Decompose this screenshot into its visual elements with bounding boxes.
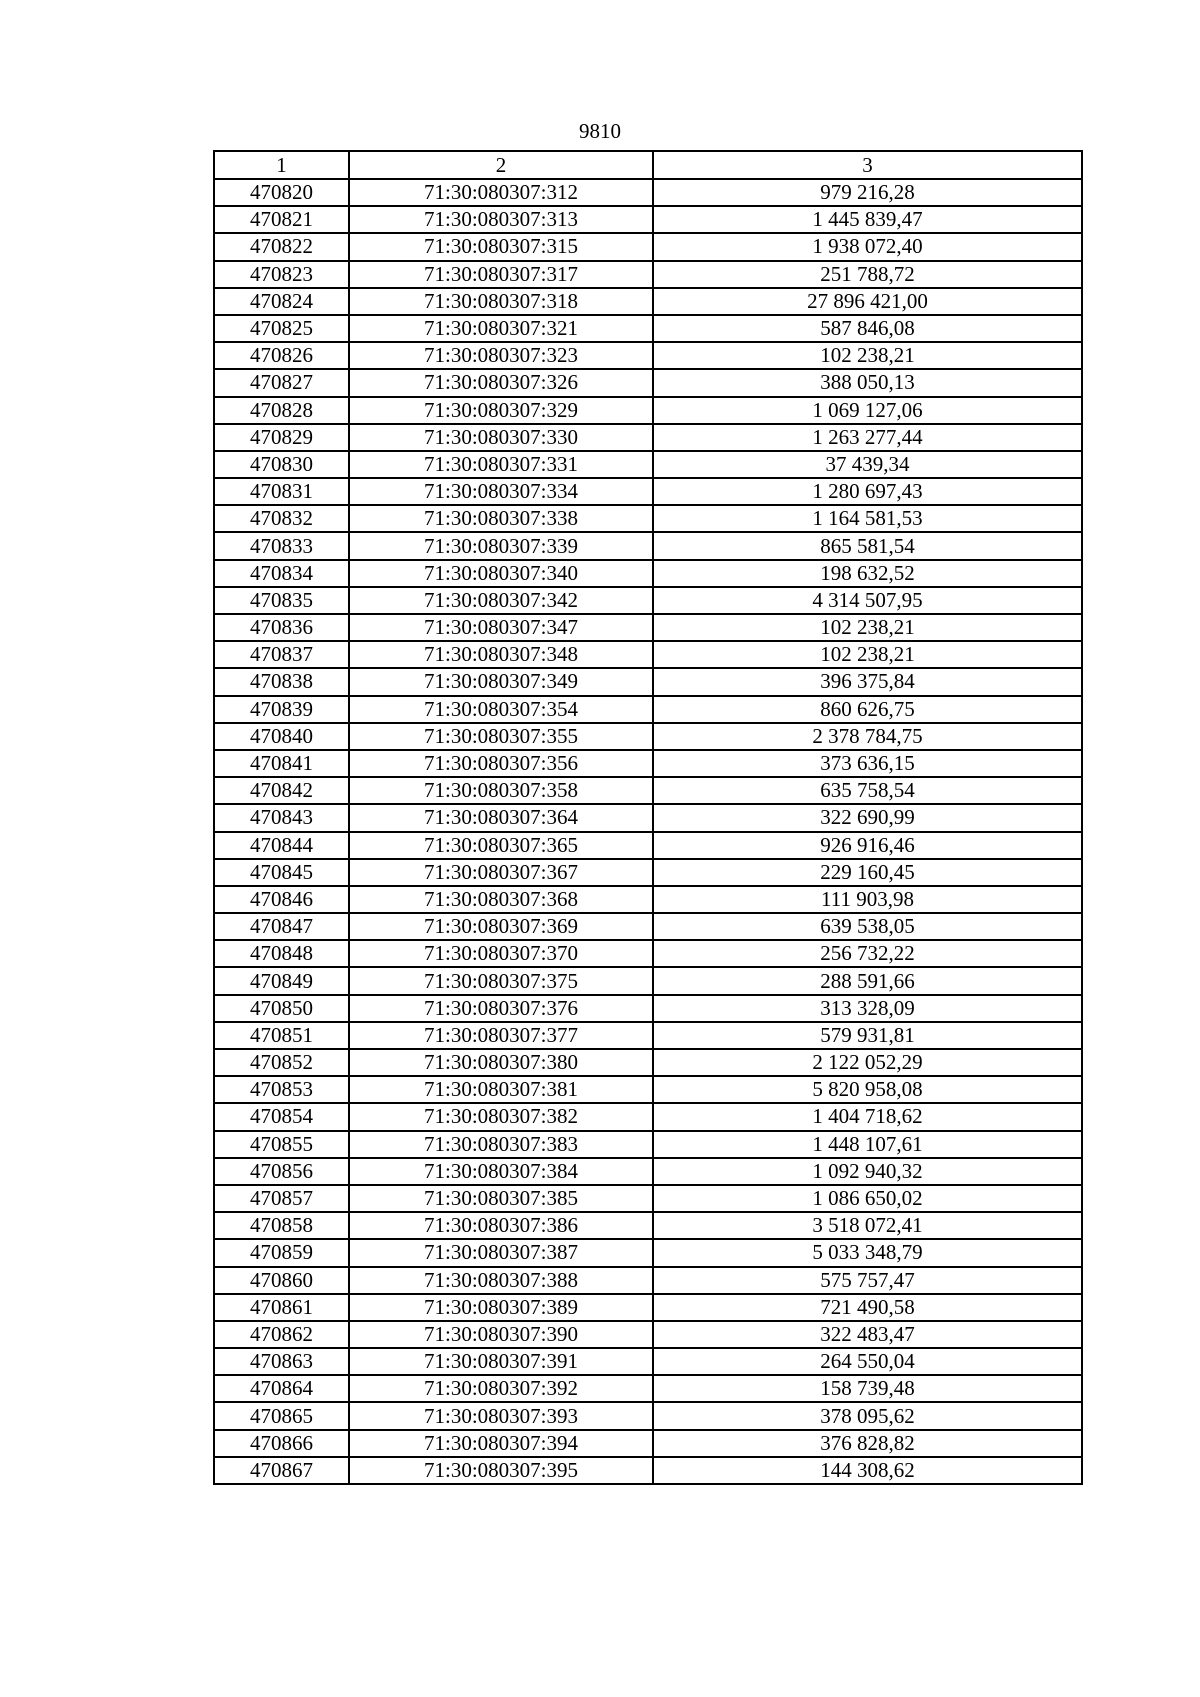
table-row xyxy=(214,668,1082,695)
row-number-cell: 470852 xyxy=(214,1049,349,1076)
table-row xyxy=(214,913,1082,940)
table-row xyxy=(214,1321,1082,1348)
cadastral-number-cell: 71:30:080307:369 xyxy=(349,913,653,940)
cadastral-number-cell: 71:30:080307:326 xyxy=(349,369,653,396)
cadastral-value-cell: 979 216,28 xyxy=(653,179,1082,206)
cadastral-value-cell: 37 439,34 xyxy=(653,451,1082,478)
table-row xyxy=(214,940,1082,967)
cadastral-value-cell: 1 280 697,43 xyxy=(653,478,1082,505)
table-row xyxy=(214,1158,1082,1185)
cadastral-number-cell: 71:30:080307:384 xyxy=(349,1158,653,1185)
cadastral-number-cell: 71:30:080307:331 xyxy=(349,451,653,478)
cadastral-number-cell: 71:30:080307:382 xyxy=(349,1103,653,1130)
table-row xyxy=(214,505,1082,532)
row-number-cell: 470825 xyxy=(214,315,349,342)
cadastral-number-cell: 71:30:080307:318 xyxy=(349,288,653,315)
row-number-cell: 470846 xyxy=(214,886,349,913)
table-row xyxy=(214,397,1082,424)
table-row xyxy=(214,967,1082,994)
cadastral-value-cell: 865 581,54 xyxy=(653,532,1082,559)
cadastral-number-cell: 71:30:080307:364 xyxy=(349,804,653,831)
cadastral-value-cell: 721 490,58 xyxy=(653,1294,1082,1321)
cadastral-value-cell: 102 238,21 xyxy=(653,614,1082,641)
cadastral-value-cell: 111 903,98 xyxy=(653,886,1082,913)
table-row xyxy=(214,696,1082,723)
cadastral-number-cell: 71:30:080307:347 xyxy=(349,614,653,641)
cadastral-value-cell: 378 095,62 xyxy=(653,1402,1082,1429)
table-row xyxy=(214,179,1082,206)
cadastral-value-cell: 4 314 507,95 xyxy=(653,587,1082,614)
cadastral-value-cell: 579 931,81 xyxy=(653,1022,1082,1049)
row-number-cell: 470837 xyxy=(214,641,349,668)
row-number-cell: 470831 xyxy=(214,478,349,505)
row-number-cell: 470820 xyxy=(214,179,349,206)
cadastral-number-cell: 71:30:080307:315 xyxy=(349,233,653,260)
table-row xyxy=(214,614,1082,641)
cadastral-number-cell: 71:30:080307:375 xyxy=(349,967,653,994)
cadastral-value-cell: 2 378 784,75 xyxy=(653,723,1082,750)
cadastral-number-cell: 71:30:080307:329 xyxy=(349,397,653,424)
cadastral-value-cell: 1 938 072,40 xyxy=(653,233,1082,260)
cadastral-number-cell: 71:30:080307:313 xyxy=(349,206,653,233)
row-number-cell: 470821 xyxy=(214,206,349,233)
column-header-2: 2 xyxy=(349,151,653,179)
row-number-cell: 470863 xyxy=(214,1348,349,1375)
row-number-cell: 470833 xyxy=(214,532,349,559)
cadastral-number-cell: 71:30:080307:386 xyxy=(349,1212,653,1239)
table-row xyxy=(214,995,1082,1022)
row-number-cell: 470865 xyxy=(214,1402,349,1429)
cadastral-value-cell: 1 086 650,02 xyxy=(653,1185,1082,1212)
cadastral-number-cell: 71:30:080307:339 xyxy=(349,532,653,559)
cadastral-value-cell: 2 122 052,29 xyxy=(653,1049,1082,1076)
row-number-cell: 470867 xyxy=(214,1457,349,1484)
table-row xyxy=(214,1375,1082,1402)
cadastral-value-cell: 144 308,62 xyxy=(653,1457,1082,1484)
cadastral-value-cell: 5 820 958,08 xyxy=(653,1076,1082,1103)
cadastral-value-cell: 635 758,54 xyxy=(653,777,1082,804)
table-row xyxy=(214,233,1082,260)
cadastral-number-cell: 71:30:080307:385 xyxy=(349,1185,653,1212)
table-row xyxy=(214,424,1082,451)
table-row xyxy=(214,804,1082,831)
table-row xyxy=(214,1049,1082,1076)
table-row xyxy=(214,1022,1082,1049)
table-row xyxy=(214,1185,1082,1212)
cadastral-number-cell: 71:30:080307:334 xyxy=(349,478,653,505)
cadastral-number-cell: 71:30:080307:392 xyxy=(349,1375,653,1402)
table-row xyxy=(214,1430,1082,1457)
row-number-cell: 470829 xyxy=(214,424,349,451)
cadastral-value-cell: 27 896 421,00 xyxy=(653,288,1082,315)
row-number-cell: 470824 xyxy=(214,288,349,315)
table-row xyxy=(214,723,1082,750)
cadastral-number-cell: 71:30:080307:383 xyxy=(349,1131,653,1158)
cadastral-value-cell: 1 448 107,61 xyxy=(653,1131,1082,1158)
cadastral-number-cell: 71:30:080307:388 xyxy=(349,1267,653,1294)
cadastral-value-cell: 575 757,47 xyxy=(653,1267,1082,1294)
cadastral-number-cell: 71:30:080307:391 xyxy=(349,1348,653,1375)
cadastral-number-cell: 71:30:080307:342 xyxy=(349,587,653,614)
cadastral-number-cell: 71:30:080307:367 xyxy=(349,859,653,886)
cadastral-number-cell: 71:30:080307:358 xyxy=(349,777,653,804)
row-number-cell: 470828 xyxy=(214,397,349,424)
cadastral-value-cell: 102 238,21 xyxy=(653,641,1082,668)
cadastral-number-cell: 71:30:080307:356 xyxy=(349,750,653,777)
cadastral-value-cell: 102 238,21 xyxy=(653,342,1082,369)
header-row xyxy=(214,151,1082,179)
table-row xyxy=(214,1131,1082,1158)
table-row xyxy=(214,451,1082,478)
row-number-cell: 470858 xyxy=(214,1212,349,1239)
row-number-cell: 470826 xyxy=(214,342,349,369)
table-body xyxy=(214,179,1082,1484)
table-row xyxy=(214,560,1082,587)
row-number-cell: 470856 xyxy=(214,1158,349,1185)
cadastral-value-cell: 1 092 940,32 xyxy=(653,1158,1082,1185)
cadastral-value-table xyxy=(213,150,1083,1485)
cadastral-number-cell: 71:30:080307:317 xyxy=(349,261,653,288)
row-number-cell: 470840 xyxy=(214,723,349,750)
cadastral-number-cell: 71:30:080307:387 xyxy=(349,1239,653,1266)
row-number-cell: 470832 xyxy=(214,505,349,532)
cadastral-value-cell: 264 550,04 xyxy=(653,1348,1082,1375)
cadastral-value-cell: 926 916,46 xyxy=(653,832,1082,859)
row-number-cell: 470841 xyxy=(214,750,349,777)
table-row xyxy=(214,532,1082,559)
cadastral-number-cell: 71:30:080307:354 xyxy=(349,696,653,723)
cadastral-value-cell: 288 591,66 xyxy=(653,967,1082,994)
cadastral-number-cell: 71:30:080307:368 xyxy=(349,886,653,913)
cadastral-value-cell: 229 160,45 xyxy=(653,859,1082,886)
row-number-cell: 470857 xyxy=(214,1185,349,1212)
cadastral-value-cell: 256 732,22 xyxy=(653,940,1082,967)
cadastral-value-cell: 198 632,52 xyxy=(653,560,1082,587)
row-number-cell: 470836 xyxy=(214,614,349,641)
cadastral-value-cell: 5 033 348,79 xyxy=(653,1239,1082,1266)
cadastral-number-cell: 71:30:080307:323 xyxy=(349,342,653,369)
row-number-cell: 470835 xyxy=(214,587,349,614)
table-row xyxy=(214,1076,1082,1103)
cadastral-number-cell: 71:30:080307:381 xyxy=(349,1076,653,1103)
column-header-3: 3 xyxy=(653,151,1082,179)
row-number-cell: 470853 xyxy=(214,1076,349,1103)
cadastral-value-cell: 158 739,48 xyxy=(653,1375,1082,1402)
row-number-cell: 470851 xyxy=(214,1022,349,1049)
cadastral-number-cell: 71:30:080307:370 xyxy=(349,940,653,967)
cadastral-number-cell: 71:30:080307:380 xyxy=(349,1049,653,1076)
cadastral-value-cell: 251 788,72 xyxy=(653,261,1082,288)
table-row xyxy=(214,261,1082,288)
cadastral-value-cell: 376 828,82 xyxy=(653,1430,1082,1457)
table-row xyxy=(214,641,1082,668)
row-number-cell: 470847 xyxy=(214,913,349,940)
table-row xyxy=(214,886,1082,913)
cadastral-value-cell: 3 518 072,41 xyxy=(653,1212,1082,1239)
row-number-cell: 470830 xyxy=(214,451,349,478)
cadastral-value-cell: 388 050,13 xyxy=(653,369,1082,396)
cadastral-number-cell: 71:30:080307:355 xyxy=(349,723,653,750)
row-number-cell: 470838 xyxy=(214,668,349,695)
cadastral-value-cell: 860 626,75 xyxy=(653,696,1082,723)
table-row xyxy=(214,859,1082,886)
cadastral-number-cell: 71:30:080307:340 xyxy=(349,560,653,587)
table-row xyxy=(214,587,1082,614)
row-number-cell: 470860 xyxy=(214,1267,349,1294)
table-row xyxy=(214,206,1082,233)
cadastral-value-cell: 313 328,09 xyxy=(653,995,1082,1022)
cadastral-number-cell: 71:30:080307:330 xyxy=(349,424,653,451)
cadastral-value-cell: 322 690,99 xyxy=(653,804,1082,831)
table-row xyxy=(214,342,1082,369)
table-row xyxy=(214,1212,1082,1239)
row-number-cell: 470844 xyxy=(214,832,349,859)
row-number-cell: 470834 xyxy=(214,560,349,587)
row-number-cell: 470854 xyxy=(214,1103,349,1130)
cadastral-value-cell: 1 404 718,62 xyxy=(653,1103,1082,1130)
table-row xyxy=(214,777,1082,804)
table-row xyxy=(214,1402,1082,1429)
cadastral-value-cell: 373 636,15 xyxy=(653,750,1082,777)
table-row xyxy=(214,478,1082,505)
cadastral-value-cell: 322 483,47 xyxy=(653,1321,1082,1348)
cadastral-number-cell: 71:30:080307:390 xyxy=(349,1321,653,1348)
cadastral-number-cell: 71:30:080307:395 xyxy=(349,1457,653,1484)
cadastral-value-cell: 1 263 277,44 xyxy=(653,424,1082,451)
table-row xyxy=(214,1348,1082,1375)
table-row xyxy=(214,1239,1082,1266)
row-number-cell: 470862 xyxy=(214,1321,349,1348)
table-row xyxy=(214,288,1082,315)
page-number: 9810 xyxy=(579,119,621,143)
table-row xyxy=(214,315,1082,342)
cadastral-value-cell: 396 375,84 xyxy=(653,668,1082,695)
row-number-cell: 470848 xyxy=(214,940,349,967)
row-number-cell: 470849 xyxy=(214,967,349,994)
cadastral-number-cell: 71:30:080307:348 xyxy=(349,641,653,668)
cadastral-number-cell: 71:30:080307:376 xyxy=(349,995,653,1022)
row-number-cell: 470850 xyxy=(214,995,349,1022)
cadastral-number-cell: 71:30:080307:312 xyxy=(349,179,653,206)
table-header xyxy=(214,151,1082,179)
table-row xyxy=(214,1267,1082,1294)
table-row xyxy=(214,750,1082,777)
cadastral-value-cell: 1 164 581,53 xyxy=(653,505,1082,532)
row-number-cell: 470823 xyxy=(214,261,349,288)
column-header-1: 1 xyxy=(214,151,349,179)
row-number-cell: 470864 xyxy=(214,1375,349,1402)
row-number-cell: 470839 xyxy=(214,696,349,723)
row-number-cell: 470827 xyxy=(214,369,349,396)
cadastral-value-cell: 587 846,08 xyxy=(653,315,1082,342)
row-number-cell: 470822 xyxy=(214,233,349,260)
cadastral-number-cell: 71:30:080307:393 xyxy=(349,1402,653,1429)
table-row xyxy=(214,1457,1082,1484)
cadastral-value-cell: 1 445 839,47 xyxy=(653,206,1082,233)
cadastral-number-cell: 71:30:080307:389 xyxy=(349,1294,653,1321)
cadastral-number-cell: 71:30:080307:365 xyxy=(349,832,653,859)
table-row xyxy=(214,1103,1082,1130)
cadastral-number-cell: 71:30:080307:338 xyxy=(349,505,653,532)
row-number-cell: 470859 xyxy=(214,1239,349,1266)
row-number-cell: 470845 xyxy=(214,859,349,886)
cadastral-value-cell: 639 538,05 xyxy=(653,913,1082,940)
row-number-cell: 470855 xyxy=(214,1131,349,1158)
row-number-cell: 470843 xyxy=(214,804,349,831)
cadastral-value-cell: 1 069 127,06 xyxy=(653,397,1082,424)
row-number-cell: 470866 xyxy=(214,1430,349,1457)
row-number-cell: 470842 xyxy=(214,777,349,804)
table-row xyxy=(214,832,1082,859)
cadastral-number-cell: 71:30:080307:349 xyxy=(349,668,653,695)
table-row xyxy=(214,1294,1082,1321)
table-row xyxy=(214,369,1082,396)
cadastral-number-cell: 71:30:080307:377 xyxy=(349,1022,653,1049)
cadastral-number-cell: 71:30:080307:321 xyxy=(349,315,653,342)
row-number-cell: 470861 xyxy=(214,1294,349,1321)
cadastral-number-cell: 71:30:080307:394 xyxy=(349,1430,653,1457)
